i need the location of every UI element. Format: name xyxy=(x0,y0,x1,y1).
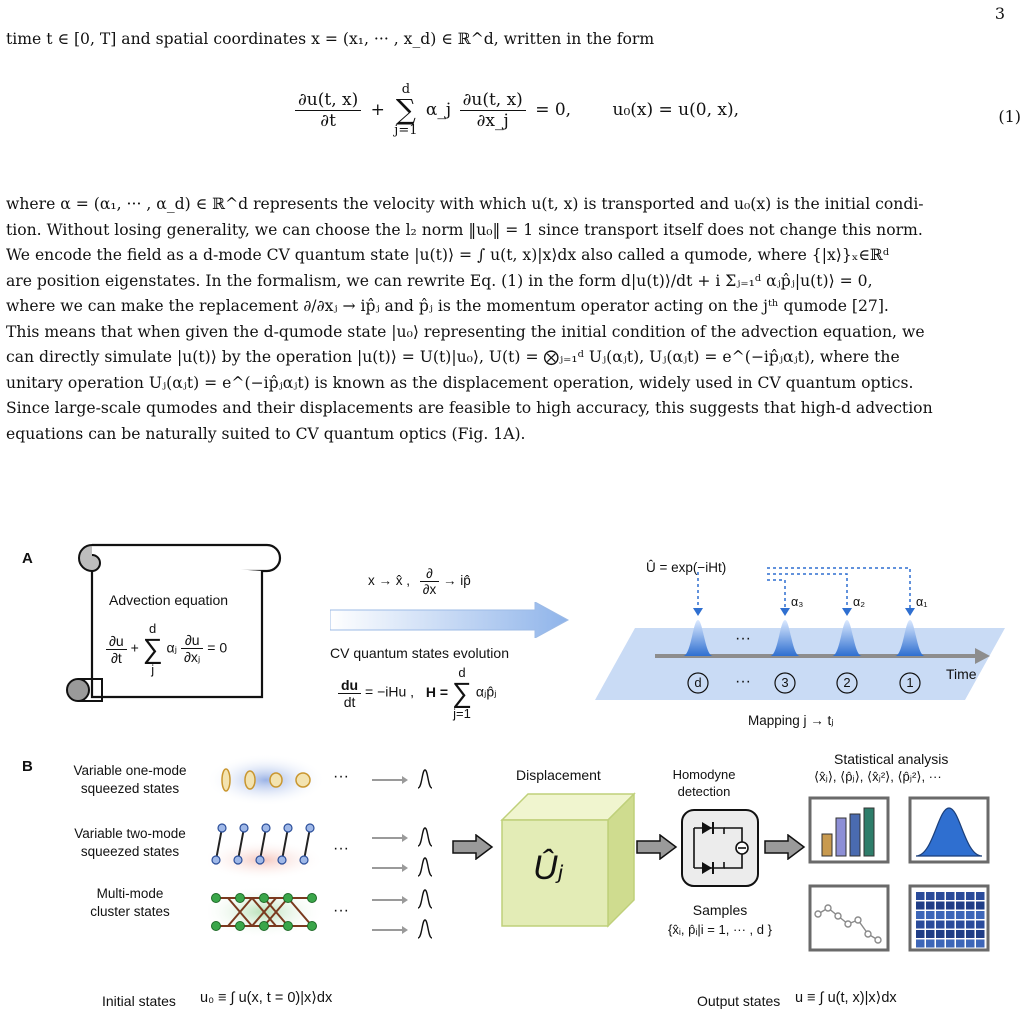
evolution-sum-top: d xyxy=(458,665,466,680)
analysis-plots xyxy=(808,796,998,954)
transform-arrow xyxy=(330,602,570,638)
evolution-title: CV quantum states evolution xyxy=(330,645,509,661)
mode-label-1: 1 xyxy=(906,675,914,690)
heatmap-cell xyxy=(966,911,975,919)
arrow-top-2: → ip̂ xyxy=(442,573,471,589)
mode-output-arrowheads xyxy=(402,776,408,934)
heatmap-cell xyxy=(936,921,945,929)
equation-1 xyxy=(0,75,1029,155)
body-line: tion. Without losing generality, we can choose the l₂ norm ‖u₀‖ = 1 since transport itself does not change this norm. xyxy=(6,220,923,239)
scroll-eq-sum-top: d xyxy=(149,621,157,636)
state-label-line: Multi-mode xyxy=(96,886,164,901)
heatmap-cell xyxy=(966,902,975,910)
body-line: where we can make the replacement ∂/∂xⱼ → ip̂ⱼ and p̂ⱼ is the momentum operator acting on the jᵗʰ qumode [27]. xyxy=(6,297,889,315)
heatmap-cell xyxy=(936,930,945,938)
bar-1 xyxy=(822,834,832,856)
initial-states-label: Initial states xyxy=(102,993,176,1009)
state-illustrations xyxy=(208,750,338,940)
mode-label-3: 3 xyxy=(781,675,789,690)
eq-frac-lhs xyxy=(295,90,361,131)
heatmap-cell xyxy=(926,892,935,900)
state-label-two-mode xyxy=(55,825,205,861)
body-line: are position eigenstates. In the formalism, we can rewrite Eq. (1) in the form d|u(t)⟩/dt + i Σⱼ₌₁ᵈ αⱼp̂ⱼ|u(t)⟩ = 0, xyxy=(6,271,873,290)
heatmap-cell xyxy=(936,892,945,900)
connector-arrowheads xyxy=(693,608,915,616)
scroll-eq-sum-bottom: j xyxy=(151,662,155,677)
heatmap-cell xyxy=(926,902,935,910)
heatmap-cell xyxy=(926,940,935,948)
time-plane xyxy=(595,628,1005,700)
mode-output-arrows xyxy=(372,780,402,930)
state-label-line: squeezed states xyxy=(80,844,180,859)
samples-equation: {x̂ᵢ, p̂ᵢ|i = 1, ··· , d } xyxy=(668,922,772,937)
displacement-cube xyxy=(498,790,638,930)
evolution-sum-bottom: j=1 xyxy=(453,706,471,721)
heatmap-cell xyxy=(956,930,965,938)
mode-dots: ··· xyxy=(735,673,751,690)
eq-sum-symbol: ∑ xyxy=(395,93,416,126)
heatmap-cell xyxy=(966,892,975,900)
eq-plus: + xyxy=(370,99,385,120)
state-label-line: squeezed states xyxy=(80,781,180,796)
eq-sum-top: d xyxy=(401,82,411,97)
bar-3 xyxy=(850,814,860,856)
homodyne-label xyxy=(664,766,744,800)
evolution-frac-num: du xyxy=(338,677,361,694)
body-line: unitary operation Uⱼ(αⱼt) = e^(−ip̂ⱼαⱼt) is known as the displacement operation, widely used in CV quantum optics. xyxy=(6,373,914,392)
eq-rhs-num: ∂u(t, x) xyxy=(460,90,526,111)
eq-sum xyxy=(394,83,417,137)
eq-initial-condition: u₀(x) = u(0, x), xyxy=(612,99,739,120)
mode-output-pulses xyxy=(418,770,432,938)
cluster-dots: ··· xyxy=(333,902,349,919)
heatmap-cell xyxy=(936,911,945,919)
heatmap-cell xyxy=(976,911,985,919)
alpha-1-label: α₁ xyxy=(916,595,928,609)
eq-equals: = 0, xyxy=(535,99,572,120)
heatmap-cell xyxy=(946,902,955,910)
heatmap-cell xyxy=(926,930,935,938)
scroll-eq-frac1-num: ∂u xyxy=(106,633,127,650)
mode-label-d: d xyxy=(694,675,702,690)
heatmap-cell xyxy=(956,902,965,910)
arrow-top-1: x → x̂ , xyxy=(368,573,411,589)
time-label: Time xyxy=(946,666,977,682)
time-plane-diagram xyxy=(595,558,1015,708)
eq-sum-bottom: j=1 xyxy=(394,123,418,138)
arrow-top-frac-den: ∂x xyxy=(422,582,437,597)
equation-main xyxy=(295,83,739,137)
pulse-dots: ··· xyxy=(735,630,751,647)
scroll-eq-frac1-den: ∂t xyxy=(110,649,122,666)
sum-symbol: ∑ xyxy=(452,677,472,708)
unitary-label: Û = exp(−iHt) xyxy=(646,560,727,575)
heatmap-cell xyxy=(966,921,975,929)
heatmap-cell xyxy=(916,892,925,900)
intro-line: time t ∈ [0, T] and spatial coordinates x = (x₁, ··· , x_d) ∈ ℝ^d, written in the form xyxy=(6,30,655,48)
arrow-top-frac-num: ∂ xyxy=(420,566,439,582)
body-line: This means that when given the d-qumode state |u₀⟩ representing the initial condition of the advection equation, we xyxy=(6,322,925,341)
displacement-label: Displacement xyxy=(516,767,601,783)
state-label-cluster xyxy=(55,885,205,921)
arrow-to-analysis xyxy=(764,834,806,860)
heatmap-cell xyxy=(966,930,975,938)
heatmap-cell xyxy=(976,902,985,910)
heatmap-cell xyxy=(956,921,965,929)
homodyne-label-line: Homodyne xyxy=(672,767,736,782)
heatmap-cell xyxy=(916,940,925,948)
heatmap-cell xyxy=(966,940,975,948)
heatmap-cell xyxy=(946,911,955,919)
heatmap-cell xyxy=(916,921,925,929)
heatmap-cell xyxy=(946,892,955,900)
state-label-line: cluster states xyxy=(90,904,170,919)
output-states-equation: u ≡ ∫ u(t, x)|x⟩dx xyxy=(795,990,897,1006)
stat-equation: ⟨x̂ⱼ⟩, ⟨p̂ⱼ⟩, ⟨x̂ⱼ²⟩, ⟨p̂ⱼ²⟩, ··· xyxy=(814,769,942,784)
mode-label-2: 2 xyxy=(843,675,851,690)
scroll-eq-alpha: αⱼ xyxy=(166,639,178,656)
state-label-line: Variable one-mode xyxy=(73,763,187,778)
heatmap-cell xyxy=(936,940,945,948)
arrow-top-label xyxy=(368,566,471,597)
heatmap-cell xyxy=(976,940,985,948)
alpha-2-label: α₂ xyxy=(853,595,866,609)
panel-a-letter: A xyxy=(22,550,33,567)
alpha-3-label: α₃ xyxy=(791,595,804,609)
homodyne-label-line: detection xyxy=(677,784,731,799)
body-line: Since large-scale qumodes and their displacements are feasible to high accuracy, this suggests that high-d advection xyxy=(6,399,933,417)
heatmap-cell xyxy=(916,930,925,938)
heatmap-cell xyxy=(956,940,965,948)
arrow-to-displacement xyxy=(452,834,494,860)
evolution-mid: = −iHu , xyxy=(365,683,415,700)
heatmap-cell xyxy=(916,911,925,919)
heatmap-cell xyxy=(946,930,955,938)
evolution-frac-den: dt xyxy=(343,693,356,710)
heatmap-cell xyxy=(976,892,985,900)
panel-b-letter: B xyxy=(22,758,33,775)
scroll-eq-plus: + xyxy=(130,639,139,656)
eq-lhs-num: ∂u(t, x) xyxy=(295,90,361,111)
heatmap-cell xyxy=(976,930,985,938)
heatmap-cell xyxy=(956,892,965,900)
samples-label: Samples xyxy=(692,902,748,918)
evolution-h: H = xyxy=(425,683,449,700)
body-line: equations can be naturally suited to CV quantum optics (Fig. 1A). xyxy=(6,424,526,443)
mode-outputs xyxy=(368,758,448,948)
two-mode-dots: ··· xyxy=(333,840,349,857)
scroll-equation xyxy=(106,622,227,676)
scroll-eq-frac2-num: ∂u xyxy=(181,632,203,649)
scroll-illustration xyxy=(62,535,288,705)
heatmap-cell xyxy=(976,921,985,929)
sum-symbol: ∑ xyxy=(142,633,163,664)
arrow-to-homodyne xyxy=(636,834,678,860)
heatmap-cell xyxy=(936,902,945,910)
heatmap-cell xyxy=(926,911,935,919)
mapping-label: Mapping j → tⱼ xyxy=(748,713,834,728)
state-label-line: Variable two-mode xyxy=(74,826,186,841)
evolution-equation xyxy=(338,666,497,720)
initial-states-equation: u₀ ≡ ∫ u(x, t = 0)|x⟩dx xyxy=(200,990,333,1006)
heatmap-cell xyxy=(946,940,955,948)
intro-text xyxy=(6,27,1021,53)
displacement-connectors xyxy=(698,568,910,608)
evolution-term: αⱼp̂ⱼ xyxy=(475,683,497,700)
heatmap-cell xyxy=(946,921,955,929)
body-paragraph xyxy=(6,192,1021,447)
stat-title: Statistical analysis xyxy=(834,751,949,767)
body-line: We encode the field as a d-mode CV quantum state |u(t)⟩ = ∫ u(t, x)|x⟩dx also called a qumode, where {|x⟩}ₓ∈ℝᵈ xyxy=(6,246,890,264)
figure-1 xyxy=(0,530,1029,1016)
output-states-label: Output states xyxy=(697,993,781,1009)
bar-4 xyxy=(864,808,874,856)
eq-rhs-den: ∂x_j xyxy=(476,110,509,131)
heatmap-cell xyxy=(916,902,925,910)
bar-2 xyxy=(836,818,846,856)
eq-frac-rhs xyxy=(460,90,526,131)
equation-number: (1) xyxy=(998,107,1021,126)
page-number: 3 xyxy=(994,4,1005,23)
body-line: can directly simulate |u(t)⟩ by the operation |u(t)⟩ = U(t)|u₀⟩, U(t) = ⨂ⱼ₌₁ᵈ Uⱼ(αⱼt), Uⱼ(αⱼt) = e^(−ip̂ⱼαⱼt), where the xyxy=(6,348,900,366)
homodyne-detector xyxy=(680,808,762,890)
eq-lhs-den: ∂t xyxy=(320,110,336,131)
heatmap-cell xyxy=(956,911,965,919)
cube-label: Ûⱼ xyxy=(533,849,564,887)
eq-alpha: α_j xyxy=(425,99,452,120)
scroll-eq-frac2-den: ∂xⱼ xyxy=(183,649,201,665)
body-line: where α = (α₁, ··· , α_d) ∈ ℝ^d represents the velocity with which u(t, x) is transported and u₀(x) is the initial condi- xyxy=(6,195,924,213)
state-label-one-mode xyxy=(55,762,205,798)
heatmap-cell xyxy=(926,921,935,929)
scroll-eq-equals: = 0 xyxy=(207,639,228,656)
scroll-title: Advection equation xyxy=(109,592,229,608)
one-mode-dots: ··· xyxy=(333,768,349,785)
